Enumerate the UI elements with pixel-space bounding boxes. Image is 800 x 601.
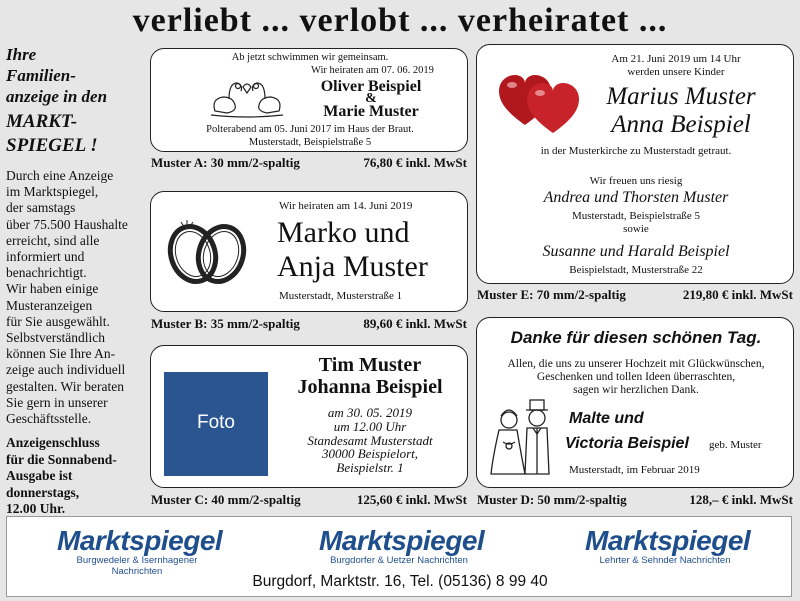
sidebar-title-line: anzeige in den xyxy=(6,87,108,106)
brand-logo: Marktspiegel xyxy=(319,525,485,556)
sidebar-body-line: für Sie ausgewählt. xyxy=(6,313,110,329)
sidebar-title-line: Ihre xyxy=(6,45,37,64)
ad-c-details xyxy=(271,406,469,475)
sidebar-body-line: im Marktspiegel, xyxy=(6,184,99,200)
ad-a-name2: Marie Muster xyxy=(323,103,419,120)
ad-a xyxy=(150,48,468,152)
ad-c-detail-line: Beispielstr. 1 xyxy=(336,460,404,476)
ad-d xyxy=(476,317,794,488)
ad-c xyxy=(150,345,468,488)
sidebar-body-line: Geschäftsstelle. xyxy=(6,411,92,427)
ad-a-name1: Oliver Beispiel xyxy=(320,78,422,95)
ad-c-detail-line: um 12.00 Uhr xyxy=(333,418,407,434)
sidebar-info xyxy=(6,44,144,518)
sidebar-body-line: benachrichtigt. xyxy=(6,265,87,281)
deadline-line: Anzeigenschluss xyxy=(6,435,100,451)
ad-c-detail-line: 30000 Beispielort, xyxy=(321,446,419,462)
photo-label: Foto xyxy=(196,412,236,433)
ad-a-line4: Musterstadt, Beispielstraße 5 xyxy=(248,137,372,148)
ad-e xyxy=(476,44,794,284)
ad-e-parents1: Andrea und Thorsten Muster xyxy=(543,189,729,206)
sidebar-deadline xyxy=(6,435,144,518)
sidebar-title-line: Familien- xyxy=(6,66,76,85)
ad-a-caption xyxy=(151,155,467,171)
ad-b-price: 89,60 € inkl. MwSt xyxy=(363,316,467,331)
brand-logo: Marktspiegel xyxy=(57,525,223,556)
ad-a-line3: Polterabend am 05. Juni 2017 im Haus der Braut. xyxy=(206,124,414,135)
sidebar-body-line: erreicht, sind alle xyxy=(6,232,100,248)
ad-c-detail-line: am 30. 05. 2019 xyxy=(327,405,413,420)
swans-icon xyxy=(207,75,287,119)
ad-e-caption xyxy=(477,287,793,303)
sidebar-title xyxy=(6,44,144,107)
ad-e-line3: in der Musterkirche zu Musterstadt getraut. xyxy=(540,145,732,157)
ad-e-line1: Am 21. Juni 2019 um 14 Uhr xyxy=(611,53,741,65)
deadline-line: donnerstags, xyxy=(6,484,80,500)
ad-e-addr1: Musterstadt, Beispielstraße 5 xyxy=(571,210,700,222)
ad-e-name1: Marius Muster xyxy=(606,83,756,110)
ad-c-caption xyxy=(151,492,467,508)
ad-d-price: 128,– € inkl. MwSt xyxy=(689,492,793,507)
footer-address: Burgdorf, Marktstr. 16, Tel. (05136) 8 99 40 xyxy=(252,573,548,590)
ad-c-size: Muster C: 40 mm/2-spaltig xyxy=(151,492,301,507)
ad-b-name2: Anja Muster xyxy=(277,250,428,283)
sidebar-body-line: informiert und xyxy=(6,249,85,265)
ad-e-price: 219,80 € inkl. MwSt xyxy=(682,287,793,302)
ad-a-size: Muster A: 30 mm/2-spaltig xyxy=(151,155,300,170)
sidebar-big-line: SPIEGEL ! xyxy=(6,135,98,156)
sidebar-big-line: MARKT- xyxy=(6,111,78,132)
ad-a-line2: Wir heiraten am 07. 06. 2019 xyxy=(311,65,434,76)
deadline-line: für die Sonnabend- xyxy=(6,451,117,467)
ad-b-name1: Marko und xyxy=(277,216,410,249)
ad-d-title: Danke für diesen schönen Tag. xyxy=(510,328,762,347)
sidebar-body-line: gestalten. Wir beraten xyxy=(6,378,125,394)
ad-e-size: Muster E: 70 mm/2-spaltig xyxy=(477,287,626,302)
sidebar-body-line: der samstags xyxy=(6,200,76,216)
ad-c-name1: Tim Muster xyxy=(318,354,422,376)
deadline-line: Ausgabe ist xyxy=(6,468,73,484)
ad-c-name2: Johanna Beispiel xyxy=(297,376,443,398)
ad-e-line4: Wir freuen uns riesig xyxy=(589,175,683,187)
sidebar-body-line: Sie gern in unserer xyxy=(6,394,108,410)
sidebar-brand-callout xyxy=(6,110,144,158)
ad-e-addr2: Beispielstadt, Musterstraße 22 xyxy=(569,264,703,276)
brand-subtitle: Lehrter & Sehnder Nachrichten xyxy=(599,555,731,566)
ad-b-size: Muster B: 35 mm/2-spaltig xyxy=(151,316,300,331)
ad-b-line1: Wir heiraten am 14. Juni 2019 xyxy=(279,200,413,212)
deadline-line: 12.00 Uhr. xyxy=(6,501,66,517)
sidebar-body-line: Musteranzeigen xyxy=(6,297,93,313)
ad-e-line2: werden unsere Kinder xyxy=(627,66,725,78)
ad-b-address: Musterstadt, Musterstraße 1 xyxy=(279,290,403,302)
ad-d-name2: Victoria Beispiel xyxy=(565,435,689,452)
brand-block xyxy=(585,525,751,566)
brand-block xyxy=(319,525,485,566)
ad-b xyxy=(150,191,468,312)
footer-panel xyxy=(6,516,792,597)
ad-b-caption xyxy=(151,316,467,332)
ad-d-text-line: Geschenken und tollen Ideen überraschten, xyxy=(536,371,736,383)
ad-d-place: Musterstadt, im Februar 2019 xyxy=(569,464,700,476)
wedding-rings-icon xyxy=(163,216,253,288)
brand-subtitle: Burgwedeler & Isernhagener Nachrichten xyxy=(76,555,198,577)
sidebar-body-line: Durch eine Anzeige xyxy=(6,168,114,183)
brand-logo: Marktspiegel xyxy=(585,525,751,556)
brand-block xyxy=(57,525,223,577)
page-headline: verliebt ... verlobt ... verheiratet ... xyxy=(132,2,668,39)
ad-d-size: Muster D: 50 mm/2-spaltig xyxy=(477,492,627,507)
sidebar-body xyxy=(6,168,144,427)
ad-d-geb: geb. Muster xyxy=(709,439,762,451)
sidebar-body-line: Wir haben einige xyxy=(6,281,99,297)
photo-placeholder xyxy=(164,372,268,476)
brand-subtitle: Burgdorfer & Uetzer Nachrichten xyxy=(330,555,468,566)
ad-e-sowie: sowie xyxy=(623,223,649,235)
ad-d-caption xyxy=(477,492,793,508)
ad-a-ampersand: & xyxy=(365,91,377,106)
ad-d-text xyxy=(477,358,795,397)
ad-e-name2: Anna Beispiel xyxy=(611,111,751,138)
ad-e-parents2: Susanne und Harald Beispiel xyxy=(542,243,730,260)
sidebar-body-line: Selbstverständlich xyxy=(6,330,105,346)
bride-groom-icon xyxy=(489,396,559,480)
ad-d-text-line: Allen, die uns zu unserer Hochzeit mit Glückwünschen, xyxy=(507,358,765,370)
ad-a-price: 76,80 € inkl. MwSt xyxy=(363,155,467,170)
sidebar-body-line: können Sie Ihre An- xyxy=(6,346,116,362)
sidebar-body-line: zeige auch individuell xyxy=(6,362,126,378)
ad-a-line1: Ab jetzt schwimmen wir gemeinsam. xyxy=(231,52,389,63)
ad-d-text-line: sagen wir herzlichen Dank. xyxy=(573,384,699,396)
sidebar-body-line: über 75.500 Haushalte xyxy=(6,216,128,232)
ad-c-detail-line: Standesamt Musterstadt xyxy=(307,432,433,448)
ad-c-price: 125,60 € inkl. MwSt xyxy=(356,492,467,507)
ad-d-name1: Malte und xyxy=(569,410,644,427)
